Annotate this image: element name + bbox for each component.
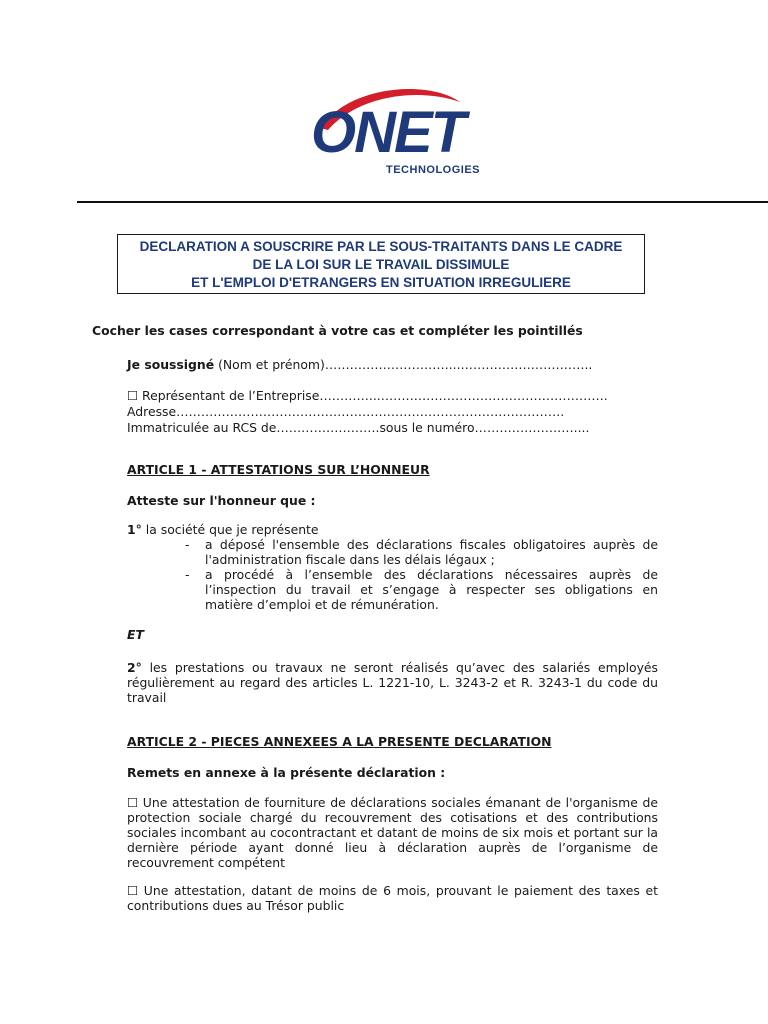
rcs-line[interactable]: Immatriculée au RCS de…………………….sous le numéro…………………….... bbox=[127, 420, 590, 435]
declaration-title-box bbox=[117, 234, 645, 294]
logo-subtitle: TECHNOLOGIES bbox=[386, 164, 481, 176]
article2-remets: Remets en annexe à la présente déclaration : bbox=[127, 765, 446, 780]
article2-heading: ARTICLE 2 - PIECES ANNEXEES A LA PRESENTE DECLARATION bbox=[127, 734, 552, 749]
bullet-dash-2: - bbox=[185, 567, 190, 582]
header-rule bbox=[77, 201, 768, 203]
adresse-line[interactable]: Adresse…………………………………………………………………………………. bbox=[127, 404, 565, 419]
point2-number: 2° bbox=[127, 660, 142, 675]
article2-piece-1[interactable]: ☐ Une attestation de fourniture de déclarations sociales émanant de l'organisme de protection sociale chargé du recouvrement des cotisations et des contributions sociales incombant au cocontractant et datant de moins de six mois et portant sur la dernière période ayant donné lieu à déclaration auprès de l’organisme de recouvrement compétent bbox=[127, 795, 658, 870]
instruction-text: Cocher les cases correspondant à votre cas et compléter les pointillés bbox=[92, 323, 583, 338]
article1-bullet-1: a déposé l'ensemble des déclarations fiscales obligatoires auprès de l'administration fiscale dans les délais légaux ; bbox=[205, 537, 658, 567]
article1-atteste: Atteste sur l'honneur que : bbox=[127, 493, 316, 508]
title-line-2: DE LA LOI SUR LE TRAVAIL DISSIMULE bbox=[252, 257, 510, 272]
point2-text: les prestations ou travaux ne seront réalisés qu’avec des salariés employés régulièrement au regard des articles L. 1221-10, L. 3243-2 et R. 3243-1 du code du travail bbox=[127, 660, 658, 705]
soussigne-line[interactable] bbox=[127, 357, 592, 372]
soussigne-label: Je soussigné bbox=[127, 357, 215, 372]
title-line-1: DECLARATION A SOUSCRIRE PAR LE SOUS-TRAITANTS DANS LE CADRE bbox=[139, 239, 623, 254]
point1-text: la société que je représente bbox=[141, 522, 319, 537]
logo-brand: ONET bbox=[311, 100, 465, 165]
point1-number: 1° bbox=[127, 522, 142, 537]
representant-line[interactable]: ☐ Représentant de l’Entreprise…………...………………………………………………. bbox=[127, 388, 608, 403]
article1-heading: ARTICLE 1 - ATTESTATIONS SUR L’HONNEUR bbox=[127, 462, 430, 477]
soussigne-field[interactable]: (Nom et prénom)…………………………...………………………….. bbox=[214, 357, 593, 372]
article1-point2 bbox=[127, 660, 658, 705]
bullet-dash-1: - bbox=[185, 537, 190, 552]
article1-point1 bbox=[127, 522, 319, 537]
title-line-3: ET L'EMPLOI D'ETRANGERS EN SITUATION IRREGULIERE bbox=[191, 275, 571, 290]
article2-piece-2[interactable]: ☐ Une attestation, datant de moins de 6 mois, prouvant le paiement des taxes et contributions dues au Trésor public bbox=[127, 883, 658, 913]
article1-bullet-2: a procédé à l’ensemble des déclarations nécessaires auprès de l’inspection du travail et s’engage à respecter ses obligations en matière d’emploi et de rémunération. bbox=[205, 567, 658, 612]
et-label: ET bbox=[127, 627, 144, 642]
